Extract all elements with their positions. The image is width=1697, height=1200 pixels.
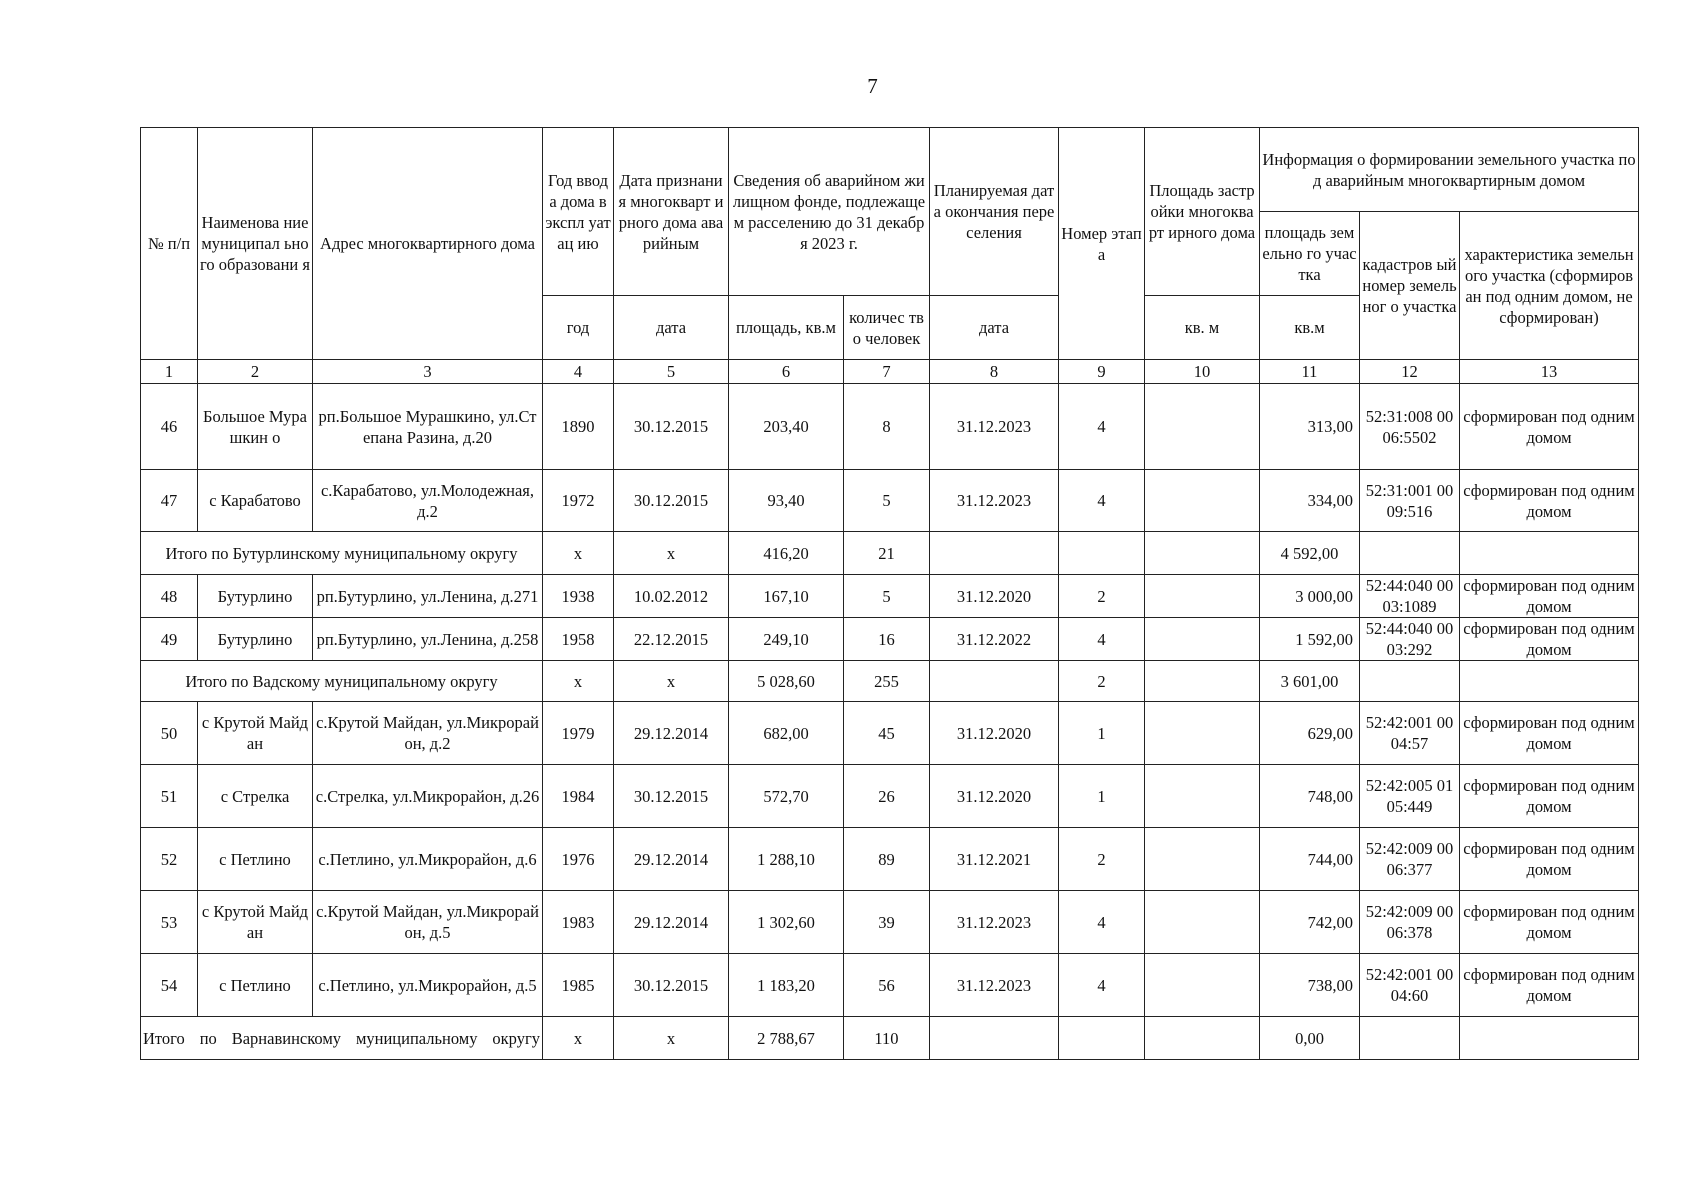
cell-year: 1979 xyxy=(543,702,614,765)
total-planned-date xyxy=(930,661,1059,702)
cell-area: 572,70 xyxy=(729,765,844,828)
header-unit-year: год xyxy=(543,296,614,360)
cell-planned-date: 31.12.2020 xyxy=(930,575,1059,618)
header-stage: Номер этапа xyxy=(1059,128,1145,360)
total-cadastral xyxy=(1360,1017,1460,1060)
cell-address: с.Петлино, ул.Микрорайон, д.5 xyxy=(313,954,543,1017)
cell-planned-date: 31.12.2023 xyxy=(930,470,1059,532)
cell-planned-date: 31.12.2022 xyxy=(930,618,1059,661)
header-municipality: Наименова ние муниципал ьного образовани я xyxy=(198,128,313,360)
cell-date: 30.12.2015 xyxy=(614,954,729,1017)
cell-date: 30.12.2015 xyxy=(614,384,729,470)
table-row xyxy=(141,765,1639,828)
total-planned-date xyxy=(930,1017,1059,1060)
total-characteristic xyxy=(1460,661,1639,702)
cell-characteristic: сформирован под одним домом xyxy=(1460,891,1639,954)
total-build-area xyxy=(1145,1017,1260,1060)
cell-year: 1938 xyxy=(543,575,614,618)
col-number: 1 xyxy=(141,360,198,384)
cell-build-area xyxy=(1145,384,1260,470)
table-row xyxy=(141,575,1639,618)
cell-characteristic: сформирован под одним домом xyxy=(1460,575,1639,618)
cell-municipality: с Карабатово xyxy=(198,470,313,532)
header-land-area: площадь земельно го участка xyxy=(1260,212,1360,296)
total-label: Итого по Бутурлинскому муниципальному округу xyxy=(141,532,543,575)
cell-area: 249,10 xyxy=(729,618,844,661)
cell-area: 682,00 xyxy=(729,702,844,765)
header-date-recognized: Дата признания многокварт ирного дома аварийным xyxy=(614,128,729,296)
cell-people: 16 xyxy=(844,618,930,661)
cell-year: 1890 xyxy=(543,384,614,470)
cell-stage: 4 xyxy=(1059,384,1145,470)
cell-build-area xyxy=(1145,618,1260,661)
total-year: x xyxy=(543,1017,614,1060)
header-planned-date: Планируемая дата окончания переселения xyxy=(930,128,1059,296)
cell-date: 30.12.2015 xyxy=(614,765,729,828)
table-row xyxy=(141,891,1639,954)
col-number: 3 xyxy=(313,360,543,384)
cell-characteristic: сформирован под одним домом xyxy=(1460,702,1639,765)
header-unit-people: количес тво человек xyxy=(844,296,930,360)
cell-area: 93,40 xyxy=(729,470,844,532)
cell-cadastral: 52:31:001 0009:516 xyxy=(1360,470,1460,532)
cell-year: 1985 xyxy=(543,954,614,1017)
header-year-intro: Год ввода дома в экспл уатац ию xyxy=(543,128,614,296)
total-area: 5 028,60 xyxy=(729,661,844,702)
cell-stage: 4 xyxy=(1059,891,1145,954)
cell-area: 1 302,60 xyxy=(729,891,844,954)
cell-characteristic: сформирован под одним домом xyxy=(1460,954,1639,1017)
cell-build-area xyxy=(1145,954,1260,1017)
cell-address: с.Стрелка, ул.Микрорайон, д.26 xyxy=(313,765,543,828)
cell-stage: 2 xyxy=(1059,575,1145,618)
cell-date: 30.12.2015 xyxy=(614,470,729,532)
cell-cadastral: 52:31:008 0006:5502 xyxy=(1360,384,1460,470)
total-stage: 2 xyxy=(1059,661,1145,702)
col-number: 6 xyxy=(729,360,844,384)
total-stage xyxy=(1059,532,1145,575)
cell-people: 5 xyxy=(844,470,930,532)
table-row xyxy=(141,954,1639,1017)
col-number: 7 xyxy=(844,360,930,384)
cell-cadastral: 52:44:040 0003:1089 xyxy=(1360,575,1460,618)
cell-municipality: Бутурлино xyxy=(198,618,313,661)
header-row-1 xyxy=(141,128,1639,212)
total-characteristic xyxy=(1460,532,1639,575)
cell-num: 52 xyxy=(141,828,198,891)
cell-planned-date: 31.12.2020 xyxy=(930,765,1059,828)
cell-build-area xyxy=(1145,828,1260,891)
page-number: 7 xyxy=(867,74,878,98)
cell-people: 39 xyxy=(844,891,930,954)
cell-year: 1984 xyxy=(543,765,614,828)
total-area: 416,20 xyxy=(729,532,844,575)
cell-cadastral: 52:44:040 0003:292 xyxy=(1360,618,1460,661)
cell-address: рп.Большое Мурашкино, ул.Степана Разина, д.20 xyxy=(313,384,543,470)
cell-address: рп.Бутурлино, ул.Ленина, д.258 xyxy=(313,618,543,661)
cell-planned-date: 31.12.2023 xyxy=(930,954,1059,1017)
total-date: x xyxy=(614,532,729,575)
total-date: x xyxy=(614,661,729,702)
total-year: x xyxy=(543,661,614,702)
cell-municipality: с Стрелка xyxy=(198,765,313,828)
cell-build-area xyxy=(1145,891,1260,954)
cell-people: 45 xyxy=(844,702,930,765)
total-row xyxy=(141,661,1639,702)
total-label: Итого по Варнавинскому муниципальному округу xyxy=(141,1017,543,1060)
cell-date: 10.02.2012 xyxy=(614,575,729,618)
header-num: № п/п xyxy=(141,128,198,360)
table-row xyxy=(141,470,1639,532)
header-address: Адрес многоквартирного дома xyxy=(313,128,543,360)
total-build-area xyxy=(1145,661,1260,702)
cell-municipality: с Петлино xyxy=(198,828,313,891)
col-number: 11 xyxy=(1260,360,1360,384)
cell-municipality: с Крутой Майдан xyxy=(198,702,313,765)
header-housing-info: Сведения об аварийном жилищном фонде, подлежащем расселению до 31 декабря 2023 г. xyxy=(729,128,930,296)
cell-address: с.Карабатово, ул.Молодежная, д.2 xyxy=(313,470,543,532)
table-row xyxy=(141,618,1639,661)
cell-planned-date: 31.12.2023 xyxy=(930,384,1059,470)
cell-cadastral: 52:42:009 0006:378 xyxy=(1360,891,1460,954)
cell-planned-date: 31.12.2020 xyxy=(930,702,1059,765)
cell-address: с.Петлино, ул.Микрорайон, д.6 xyxy=(313,828,543,891)
total-planned-date xyxy=(930,532,1059,575)
cell-date: 29.12.2014 xyxy=(614,891,729,954)
header-characteristic: характеристика земельного участка (сформирован под одним домом, не сформирован) xyxy=(1460,212,1639,360)
cell-planned-date: 31.12.2023 xyxy=(930,891,1059,954)
cell-cadastral: 52:42:009 0006:377 xyxy=(1360,828,1460,891)
total-people: 21 xyxy=(844,532,930,575)
total-people: 255 xyxy=(844,661,930,702)
cell-land-area: 742,00 xyxy=(1260,891,1360,954)
cell-area: 167,10 xyxy=(729,575,844,618)
header-build-area: Площадь застройки многокварт ирного дома xyxy=(1145,128,1260,296)
total-characteristic xyxy=(1460,1017,1639,1060)
cell-address: с.Крутой Майдан, ул.Микрорайон, д.5 xyxy=(313,891,543,954)
cell-date: 29.12.2014 xyxy=(614,828,729,891)
header-land-info: Информация о формировании земельного участка под аварийным многоквартирным домом xyxy=(1260,128,1639,212)
cell-planned-date: 31.12.2021 xyxy=(930,828,1059,891)
cell-stage: 2 xyxy=(1059,828,1145,891)
cell-municipality: с Петлино xyxy=(198,954,313,1017)
cell-land-area: 334,00 xyxy=(1260,470,1360,532)
header-unit-date: дата xyxy=(614,296,729,360)
col-number: 12 xyxy=(1360,360,1460,384)
cell-people: 5 xyxy=(844,575,930,618)
cell-date: 29.12.2014 xyxy=(614,702,729,765)
cell-num: 49 xyxy=(141,618,198,661)
cell-characteristic: сформирован под одним домом xyxy=(1460,618,1639,661)
header-cadastral: кадастров ый номер земельног о участка xyxy=(1360,212,1460,360)
cell-year: 1983 xyxy=(543,891,614,954)
col-number: 4 xyxy=(543,360,614,384)
total-land-area: 3 601,00 xyxy=(1260,661,1360,702)
cell-stage: 4 xyxy=(1059,618,1145,661)
cell-address: с.Крутой Майдан, ул.Микрорайон, д.2 xyxy=(313,702,543,765)
total-land-area: 4 592,00 xyxy=(1260,532,1360,575)
total-build-area xyxy=(1145,532,1260,575)
cell-num: 51 xyxy=(141,765,198,828)
table-row xyxy=(141,828,1639,891)
total-cadastral xyxy=(1360,661,1460,702)
total-land-area: 0,00 xyxy=(1260,1017,1360,1060)
cell-year: 1958 xyxy=(543,618,614,661)
cell-area: 203,40 xyxy=(729,384,844,470)
col-number: 8 xyxy=(930,360,1059,384)
total-row xyxy=(141,1017,1639,1060)
cell-characteristic: сформирован под одним домом xyxy=(1460,828,1639,891)
total-cadastral xyxy=(1360,532,1460,575)
cell-num: 53 xyxy=(141,891,198,954)
cell-num: 48 xyxy=(141,575,198,618)
cell-municipality: Большое Мурашкин о xyxy=(198,384,313,470)
total-date: x xyxy=(614,1017,729,1060)
cell-cadastral: 52:42:001 0004:60 xyxy=(1360,954,1460,1017)
emergency-housing-table xyxy=(140,127,1639,1060)
total-label: Итого по Вадскому муниципальному округу xyxy=(141,661,543,702)
total-area: 2 788,67 xyxy=(729,1017,844,1060)
col-number: 2 xyxy=(198,360,313,384)
cell-characteristic: сформирован под одним домом xyxy=(1460,765,1639,828)
cell-land-area: 3 000,00 xyxy=(1260,575,1360,618)
cell-people: 26 xyxy=(844,765,930,828)
cell-people: 56 xyxy=(844,954,930,1017)
cell-cadastral: 52:42:005 0105:449 xyxy=(1360,765,1460,828)
cell-address: рп.Бутурлино, ул.Ленина, д.271 xyxy=(313,575,543,618)
col-number: 5 xyxy=(614,360,729,384)
cell-stage: 4 xyxy=(1059,470,1145,532)
total-people: 110 xyxy=(844,1017,930,1060)
total-stage xyxy=(1059,1017,1145,1060)
header-unit-sqm: кв. м xyxy=(1145,296,1260,360)
cell-build-area xyxy=(1145,702,1260,765)
col-number: 13 xyxy=(1460,360,1639,384)
cell-land-area: 313,00 xyxy=(1260,384,1360,470)
cell-characteristic: сформирован под одним домом xyxy=(1460,384,1639,470)
cell-num: 46 xyxy=(141,384,198,470)
cell-build-area xyxy=(1145,575,1260,618)
cell-date: 22.12.2015 xyxy=(614,618,729,661)
cell-year: 1976 xyxy=(543,828,614,891)
cell-land-area: 738,00 xyxy=(1260,954,1360,1017)
cell-municipality: Бутурлино xyxy=(198,575,313,618)
cell-build-area xyxy=(1145,470,1260,532)
cell-stage: 1 xyxy=(1059,702,1145,765)
cell-num: 54 xyxy=(141,954,198,1017)
header-unit-date2: дата xyxy=(930,296,1059,360)
cell-cadastral: 52:42:001 0004:57 xyxy=(1360,702,1460,765)
header-unit-area: площадь, кв.м xyxy=(729,296,844,360)
cell-land-area: 744,00 xyxy=(1260,828,1360,891)
table-row xyxy=(141,384,1639,470)
total-year: x xyxy=(543,532,614,575)
cell-people: 89 xyxy=(844,828,930,891)
table-row xyxy=(141,702,1639,765)
cell-land-area: 748,00 xyxy=(1260,765,1360,828)
cell-municipality: с Крутой Майдан xyxy=(198,891,313,954)
cell-build-area xyxy=(1145,765,1260,828)
cell-stage: 4 xyxy=(1059,954,1145,1017)
cell-characteristic: сформирован под одним домом xyxy=(1460,470,1639,532)
cell-num: 50 xyxy=(141,702,198,765)
col-number: 10 xyxy=(1145,360,1260,384)
cell-land-area: 629,00 xyxy=(1260,702,1360,765)
cell-land-area: 1 592,00 xyxy=(1260,618,1360,661)
total-row xyxy=(141,532,1639,575)
column-number-row xyxy=(141,360,1639,384)
col-number: 9 xyxy=(1059,360,1145,384)
cell-people: 8 xyxy=(844,384,930,470)
cell-num: 47 xyxy=(141,470,198,532)
cell-area: 1 183,20 xyxy=(729,954,844,1017)
cell-stage: 1 xyxy=(1059,765,1145,828)
header-unit-sqm2: кв.м xyxy=(1260,296,1360,360)
cell-area: 1 288,10 xyxy=(729,828,844,891)
cell-year: 1972 xyxy=(543,470,614,532)
